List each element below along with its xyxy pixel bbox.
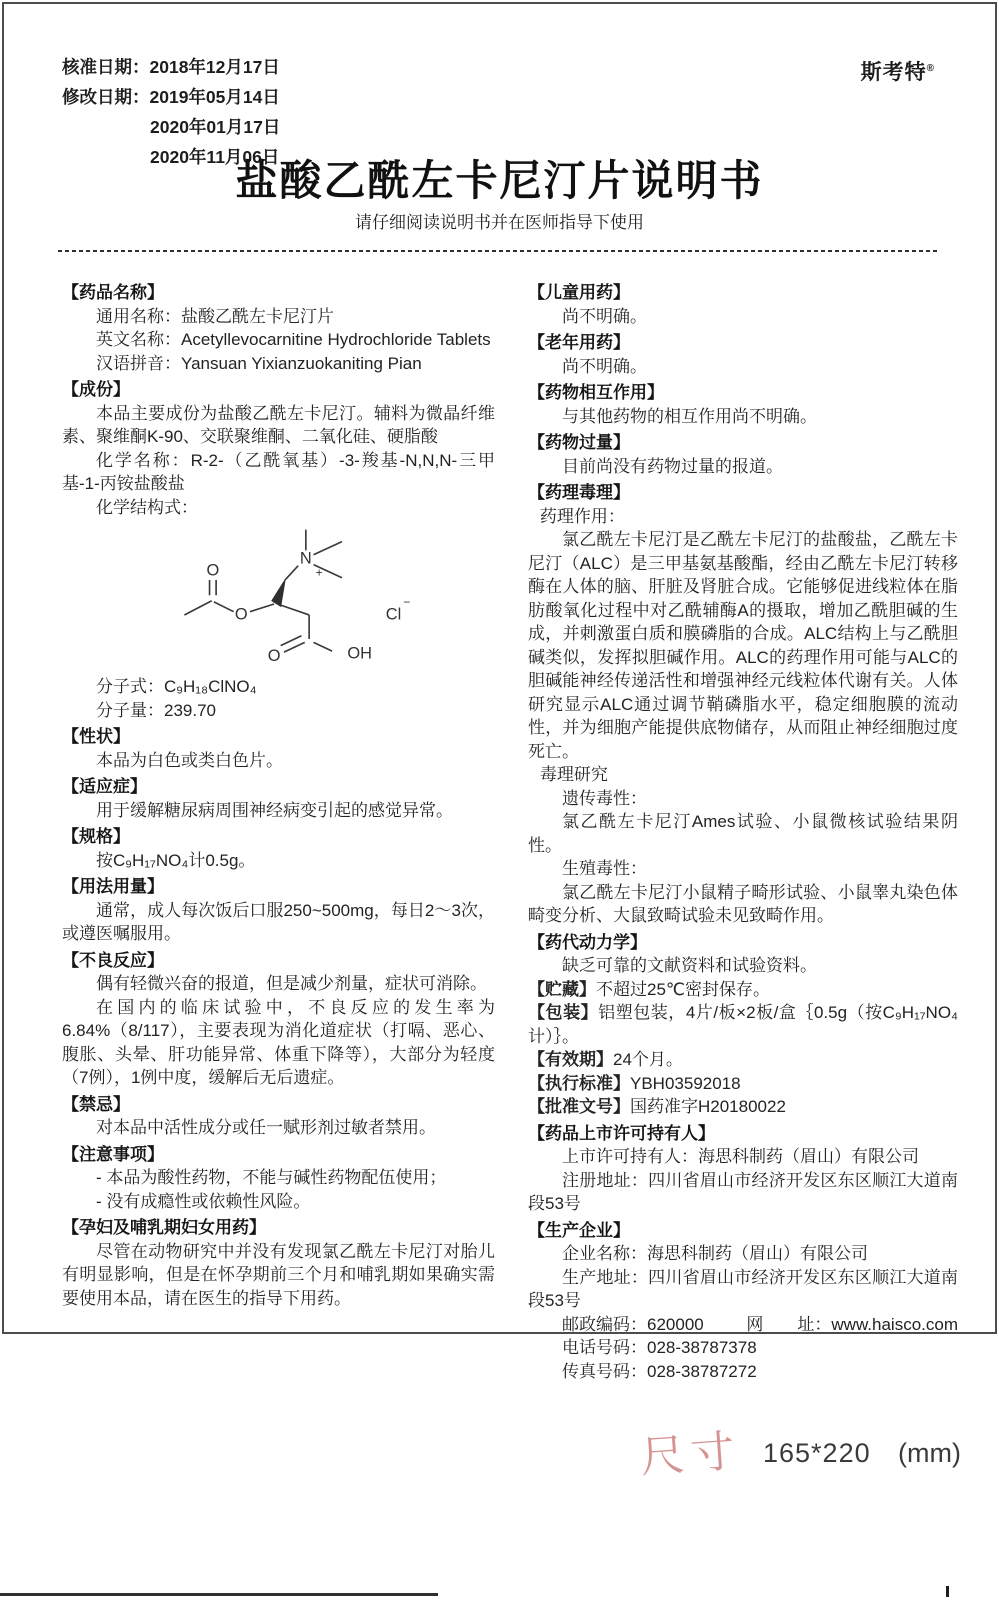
bond — [284, 642, 305, 652]
section-heading-adverse-reactions: 【不良反应】 — [62, 950, 164, 970]
section-heading-manufacturer: 【生产企业】 — [528, 1220, 630, 1240]
pharmacology-subhead: 药理作用： — [539, 506, 625, 526]
approval-number-text: 国药准字H20180022 — [630, 1097, 786, 1116]
section-heading-geriatric: 【老年用药】 — [528, 333, 630, 352]
chemical-name-text: 化学名称：R-2-（乙酰氧基）-3-羧基-N,N,N-三甲基-1-丙铵盐酸盐 — [62, 450, 495, 493]
section-text: 对本品中活性成分或任一赋形剂过敏者禁用。 — [96, 1118, 436, 1137]
section-heading-indications: 【适应症】 — [62, 777, 147, 796]
brand-name: 斯考特 — [860, 61, 927, 84]
section-text: 目前尚没有药物过量的报道。 — [562, 456, 783, 476]
page-title: 盐酸乙酰左卡尼汀片说明书 — [235, 157, 764, 204]
section-heading-overdose: 【药物过量】 — [528, 433, 630, 452]
bond — [314, 642, 333, 651]
standard-line — [528, 1072, 958, 1096]
section-heading-contraindications: 【禁忌】 — [62, 1094, 130, 1114]
section-text: 本品为白色或类白色片。 — [96, 750, 283, 770]
crop-mark — [946, 1586, 949, 1597]
brand-logo — [861, 56, 935, 86]
packaging-text: 铝塑包装，4片/板×2板/盒｛0.5g（按C₉H₁₇NO₄计）｝。 — [528, 1003, 958, 1046]
section-text: 用于缓解糖尿病周围神经病变引起的感觉异常。 — [96, 800, 453, 820]
composition-text: 本品主要成份为盐酸乙酰左卡尼汀。辅料为微晶纤维素、聚维酮K-90、交联聚维酮、二氧化硅、硬脂酸 — [62, 403, 495, 446]
license-holder-address: 注册地址：四川省眉山市经济开发区东区顺江大道南段53号 — [528, 1170, 958, 1213]
plus-charge: + — [315, 565, 323, 580]
section-heading-description: 【性状】 — [62, 727, 130, 746]
acid-oxygen-atom: O — [267, 646, 281, 665]
revision-date-1: 修改日期：2019年05月14日 — [62, 87, 280, 107]
bond — [285, 566, 298, 580]
page-subtitle: 请仔细阅读说明书并在医师指导下使用 — [355, 213, 644, 232]
storage-heading: 【贮藏】 — [528, 979, 596, 999]
packaging-line — [528, 1001, 958, 1048]
bond — [214, 602, 234, 612]
section-text: 缺乏可靠的文献资料和试验资料。 — [562, 956, 817, 975]
dashed-divider — [58, 250, 938, 252]
carbonyl-oxygen-atom: O — [206, 561, 220, 580]
precaution-item: - 没有成瘾性或依赖性风险。 — [96, 1191, 311, 1211]
shelf-life-heading: 【有效期】 — [528, 1050, 613, 1069]
approval-date: 核准日期：2018年12月17日 — [62, 57, 280, 77]
section-text: 氯乙酰左卡尼汀是乙酰左卡尼汀的盐酸盐，乙酰左卡尼汀（ALC）是三甲基氨基酸酯，经由乙酰左卡尼汀转移酶在人体的脑、肝脏及肾脏合成。它能够促进线粒体在脂肪酸氧化过程中对乙酰辅酶A的摄取，增加乙酰胆碱的生成，并刺激蛋白质和膜磷脂的合成。ALC结构上与乙酰胆碱类似，发挥拟胆碱作用。ALC的药理作用可能与ALC的胆碱能神经传递活性和增强神经元线粒体代谢有关。人体研究显示ALC通过调节鞘磷脂水平，稳定细胞膜的流动性，并为细胞产能提供底物储存，从而阻止神经细胞过度死亡。 — [528, 530, 958, 761]
website: 网 址：www.haisco.com — [746, 1314, 958, 1334]
precaution-item: - 本品为酸性药物，不能与碱性药物配伍使用； — [96, 1168, 447, 1187]
fax-number: 传真号码：028-38787272 — [562, 1361, 757, 1381]
section-text: 偶有轻微兴奋的报道，但是减少剂量，症状可消除。 — [96, 974, 487, 993]
section-text: 通常，成人每次饭后口服250~500mg，每日2～3次，或遵医嘱服用。 — [62, 900, 495, 943]
sheet-size-value: 165*220 — [763, 1438, 871, 1468]
packaging-heading: 【包装】 — [528, 1003, 599, 1022]
section-heading-pregnancy: 【孕妇及哺乳期妇女用药】 — [62, 1218, 266, 1237]
revision-date-3: 2020年11月06日 — [150, 147, 280, 167]
ester-oxygen-atom: O — [234, 605, 248, 624]
nitrogen-atom: N — [299, 549, 312, 568]
wedge-bond — [272, 580, 285, 606]
postal-website-line — [528, 1313, 958, 1337]
license-holder-name: 上市许可持有人：海思科制药（眉山）有限公司 — [562, 1147, 919, 1166]
revision-date-2: 2020年01月17日 — [150, 117, 281, 137]
approval-number-line — [528, 1095, 958, 1119]
storage-text: 不超过25℃密封保存。 — [596, 979, 771, 999]
section-heading-dosage: 【用法用量】 — [62, 877, 164, 896]
section-heading-strength: 【规格】 — [62, 827, 130, 846]
section-text: 氯乙酰左卡尼汀小鼠精子畸形试验、小鼠睾丸染色体畸变分析、大鼠致畸试验未见致畸作用。 — [528, 882, 958, 925]
section-text: 按C₉H₁₇NO₄计0.5g。 — [96, 850, 256, 870]
molecular-weight: 分子量：239.70 — [96, 700, 216, 720]
toxicology-subhead: 毒理研究 — [539, 765, 608, 784]
section-heading-drug-name: 【药品名称】 — [62, 283, 164, 302]
chemical-structure-diagram — [180, 525, 412, 671]
section-heading-interactions: 【药物相互作用】 — [528, 383, 664, 402]
english-name-line: 英文名称：Acetyllevocarnitine Hydrochloride Tablets — [96, 330, 491, 349]
section-text: 尚不明确。 — [562, 356, 647, 376]
standard-text: YBH03592018 — [630, 1073, 741, 1093]
size-note-handwritten: 尺寸 — [638, 1426, 742, 1483]
left-column — [62, 278, 495, 1310]
manufacturer-name: 企业名称：海思科制药（眉山）有限公司 — [562, 1244, 868, 1263]
genotoxicity-subhead: 遗传毒性： — [562, 788, 647, 808]
shelf-life-text: 24个月。 — [613, 1050, 683, 1069]
section-text: 尽管在动物研究中并没有发现氯乙酰左卡尼汀对胎儿有明显影响，但是在怀孕期前三个月和哺乳期如果确实需要使用本品，请在医生的指导下用药。 — [62, 1241, 495, 1308]
bond — [281, 636, 302, 646]
bond — [184, 601, 211, 615]
bond — [314, 542, 342, 555]
section-text: 尚不明确。 — [562, 306, 647, 326]
molecular-formula: 分子式：C₉H₁₈ClNO₄ — [96, 677, 257, 696]
structure-label: 化学结构式： — [96, 497, 198, 517]
shelf-life-line — [528, 1048, 958, 1072]
phone-number: 电话号码：028-38787378 — [562, 1338, 757, 1357]
section-heading-precautions: 【注意事项】 — [62, 1144, 164, 1164]
generic-name-line: 通用名称：盐酸乙酰左卡尼汀片 — [96, 306, 334, 326]
section-text: 与其他药物的相互作用尚不明确。 — [562, 406, 817, 426]
scan-edge-line — [0, 1593, 438, 1596]
approval-number-heading: 【批准文号】 — [528, 1097, 630, 1116]
standard-heading: 【执行标准】 — [528, 1073, 630, 1093]
section-heading-license-holder: 【药品上市许可持有人】 — [528, 1123, 715, 1143]
manufacturer-address: 生产地址：四川省眉山市经济开发区东区顺江大道南段53号 — [528, 1267, 958, 1310]
pinyin-name-line: 汉语拼音：Yansuan Yixianzuokaniting Pian — [96, 353, 422, 373]
registered-mark-icon: ® — [926, 63, 935, 74]
section-heading-pharmacology: 【药理毒理】 — [528, 483, 630, 502]
section-heading-pediatric: 【儿童用药】 — [528, 283, 630, 302]
hydroxyl-group: OH — [347, 644, 373, 663]
bond — [281, 605, 309, 615]
section-heading-pharmacokinetics: 【药代动力学】 — [528, 932, 647, 952]
chloride-ion: Cl — [385, 605, 402, 624]
minus-charge: − — [403, 595, 411, 610]
reprotoxicity-subhead: 生殖毒性： — [562, 859, 647, 878]
sheet-size-unit: (mm) — [898, 1438, 961, 1468]
postal-code: 邮政编码：620000 — [562, 1314, 704, 1334]
bond — [250, 604, 274, 612]
section-heading-composition: 【成份】 — [62, 380, 130, 399]
storage-line — [528, 978, 958, 1002]
right-column — [528, 278, 958, 1383]
section-text: 在国内的临床试验中，不良反应的发生率为6.84%（8/117），主要表现为消化道症状（打嗝、恶心、腹胀、头晕、肝功能异常、体重下降等），大部分为轻度（7例），1例中度，缓解后无后遗症。 — [62, 997, 495, 1087]
section-text: 氯乙酰左卡尼汀Ames试验、小鼠微核试验结果阴性。 — [528, 812, 958, 855]
